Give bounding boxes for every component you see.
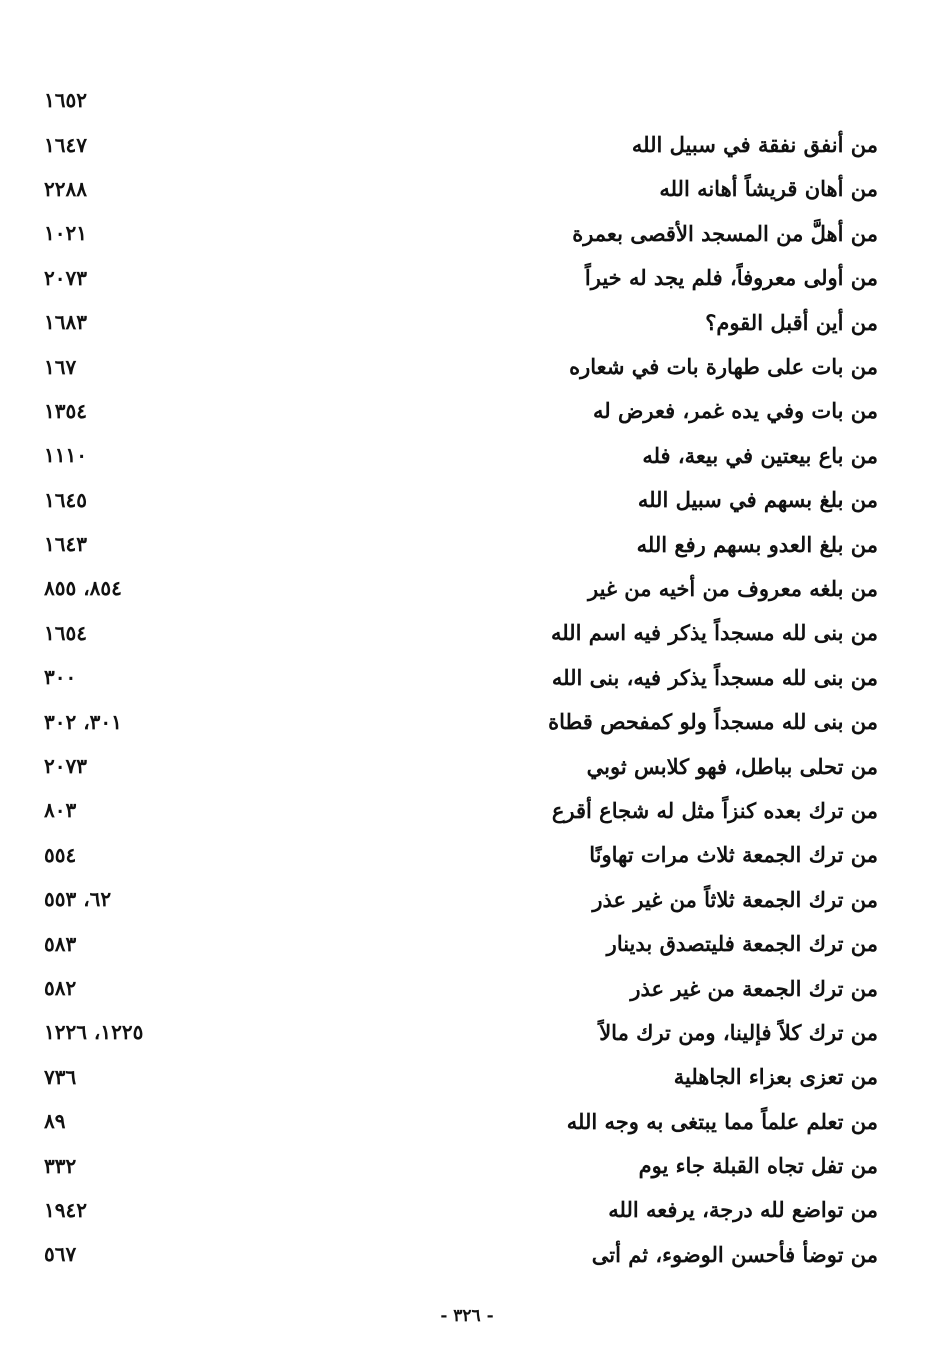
entry-reference-numbers: ١٦٥٢ bbox=[44, 88, 87, 113]
index-entry bbox=[44, 1188, 878, 1232]
entry-reference-numbers: ١٦٨٣ bbox=[44, 310, 87, 335]
index-entry bbox=[44, 478, 878, 522]
entry-reference-numbers: ٨٩ bbox=[44, 1109, 66, 1134]
entry-text: من ترك الجمعة ثلاثاً من غير عذر bbox=[592, 886, 878, 912]
entry-text: من بات وفي يده غمر، فعرض له bbox=[593, 398, 878, 424]
index-entry bbox=[44, 389, 878, 433]
index-entry bbox=[44, 167, 878, 211]
index-entry bbox=[44, 1055, 878, 1099]
entry-text: من أهان قريشاً أهانه الله bbox=[659, 176, 878, 202]
index-entry bbox=[44, 433, 878, 477]
entry-reference-numbers: ١٩٤٢ bbox=[44, 1197, 87, 1222]
index-entry bbox=[44, 744, 878, 788]
index-entry bbox=[44, 1099, 878, 1143]
entry-text: من بنى لله مسجداً ولو كمفحص قطاة bbox=[548, 709, 878, 735]
entry-text: من أولى معروفاً، فلم يجد له خيراً bbox=[584, 265, 878, 291]
entry-text: من بلغ العدو بسهم رفع الله bbox=[636, 531, 878, 557]
entry-text: من أين أقبل القوم؟ bbox=[705, 309, 878, 335]
index-entry bbox=[44, 833, 878, 877]
entry-reference-numbers: ١٦٤٧ bbox=[44, 132, 87, 157]
entry-reference-numbers: ٣٠٠ bbox=[44, 665, 77, 690]
entry-reference-numbers: ١٦٥٤ bbox=[44, 620, 87, 645]
entry-text: من ترك كلاً فإلينا، ومن ترك مالاً bbox=[599, 1019, 878, 1045]
entry-reference-numbers: ٥٨٣ bbox=[44, 931, 77, 956]
hadith-index-list bbox=[44, 78, 878, 1277]
entry-reference-numbers: ٥٥٤ bbox=[44, 842, 77, 867]
index-entry bbox=[44, 256, 878, 300]
entry-text: من ترك بعده كنزاً مثل له شجاع أقرع bbox=[551, 797, 878, 823]
entry-reference-numbers: ٣٠١، ٣٠٢ bbox=[44, 709, 122, 734]
index-entry bbox=[44, 611, 878, 655]
page-number: - ٣٢٦ - bbox=[440, 1306, 494, 1326]
index-entry bbox=[44, 78, 878, 122]
index-entry bbox=[44, 788, 878, 832]
index-entry bbox=[44, 211, 878, 255]
index-entry bbox=[44, 522, 878, 566]
entry-reference-numbers: ١٣٥٤ bbox=[44, 398, 87, 423]
entry-text: من تحلى بباطل، فهو كلابس ثوبي bbox=[586, 753, 878, 779]
index-entry bbox=[44, 122, 878, 166]
entry-reference-numbers: ٢٠٧٣ bbox=[44, 754, 87, 779]
entry-reference-numbers: ١٦٧ bbox=[44, 354, 77, 379]
entry-text: من أهلَّ من المسجد الأقصى بعمرة bbox=[572, 220, 878, 246]
entry-reference-numbers: ٢٠٧٣ bbox=[44, 265, 87, 290]
entry-text: من ترك الجمعة من غير عذر bbox=[630, 975, 878, 1001]
entry-text: من بات على طهارة بات في شعاره bbox=[569, 354, 878, 380]
entry-reference-numbers: ١٠٢١ bbox=[44, 221, 87, 246]
index-entry bbox=[44, 1010, 878, 1054]
entry-text: من ترك الجمعة فليتصدق بدينار bbox=[606, 931, 878, 957]
index-entry bbox=[44, 1143, 878, 1187]
entry-text: من بنى لله مسجداً يذكر فيه اسم الله bbox=[550, 620, 878, 646]
entry-text: من بلغه معروف من أخيه من غير bbox=[588, 575, 878, 601]
entry-reference-numbers: ١٢٢٥، ١٢٢٦ bbox=[44, 1020, 144, 1045]
entry-text: من بنى لله مسجداً يذكر فيه، بنى الله bbox=[551, 664, 878, 690]
index-entry bbox=[44, 300, 878, 344]
entry-text: من توضأ فأحسن الوضوء، ثم أتى bbox=[591, 1241, 878, 1267]
entry-text: من أنفق نفقة في سبيل الله bbox=[631, 132, 878, 158]
entry-reference-numbers: ٨٠٣ bbox=[44, 798, 77, 823]
entry-reference-numbers: ٦٢، ٥٥٣ bbox=[44, 887, 112, 912]
entry-reference-numbers: ٣٣٢ bbox=[44, 1153, 77, 1178]
index-entry bbox=[44, 877, 878, 921]
entry-reference-numbers: ٨٥٤، ٨٥٥ bbox=[44, 576, 122, 601]
entry-text: من ترك الجمعة ثلاث مرات تهاونًا bbox=[589, 842, 878, 868]
entry-reference-numbers: ٥٨٢ bbox=[44, 976, 77, 1000]
entry-reference-numbers: ١١١٠ bbox=[44, 443, 87, 468]
entry-text: من تعزى بعزاء الجاهلية bbox=[673, 1064, 878, 1090]
index-entry bbox=[44, 966, 878, 1010]
entry-reference-numbers: ١٦٤٣ bbox=[44, 532, 87, 557]
index-entry bbox=[44, 699, 878, 743]
entry-text: من باع بيعتين في بيعة، فله bbox=[642, 442, 878, 468]
entry-reference-numbers: ٢٢٨٨ bbox=[44, 176, 87, 201]
entry-text: من تفل تجاه القبلة جاء يوم bbox=[638, 1153, 878, 1179]
entry-text: من تعلم علماً مما يبتغى به وجه الله bbox=[566, 1108, 878, 1134]
entry-text: من تواضع لله درجة، يرفعه الله bbox=[608, 1197, 878, 1223]
index-entry bbox=[44, 655, 878, 699]
index-entry bbox=[44, 344, 878, 388]
entry-reference-numbers: ٧٣٦ bbox=[44, 1064, 77, 1089]
entry-reference-numbers: ٥٦٧ bbox=[44, 1242, 77, 1267]
index-entry bbox=[44, 921, 878, 965]
index-entry bbox=[44, 1232, 878, 1276]
entry-text: من بلغ بسهم في سبيل الله bbox=[637, 487, 878, 513]
index-entry bbox=[44, 566, 878, 610]
entry-reference-numbers: ١٦٤٥ bbox=[44, 487, 87, 512]
